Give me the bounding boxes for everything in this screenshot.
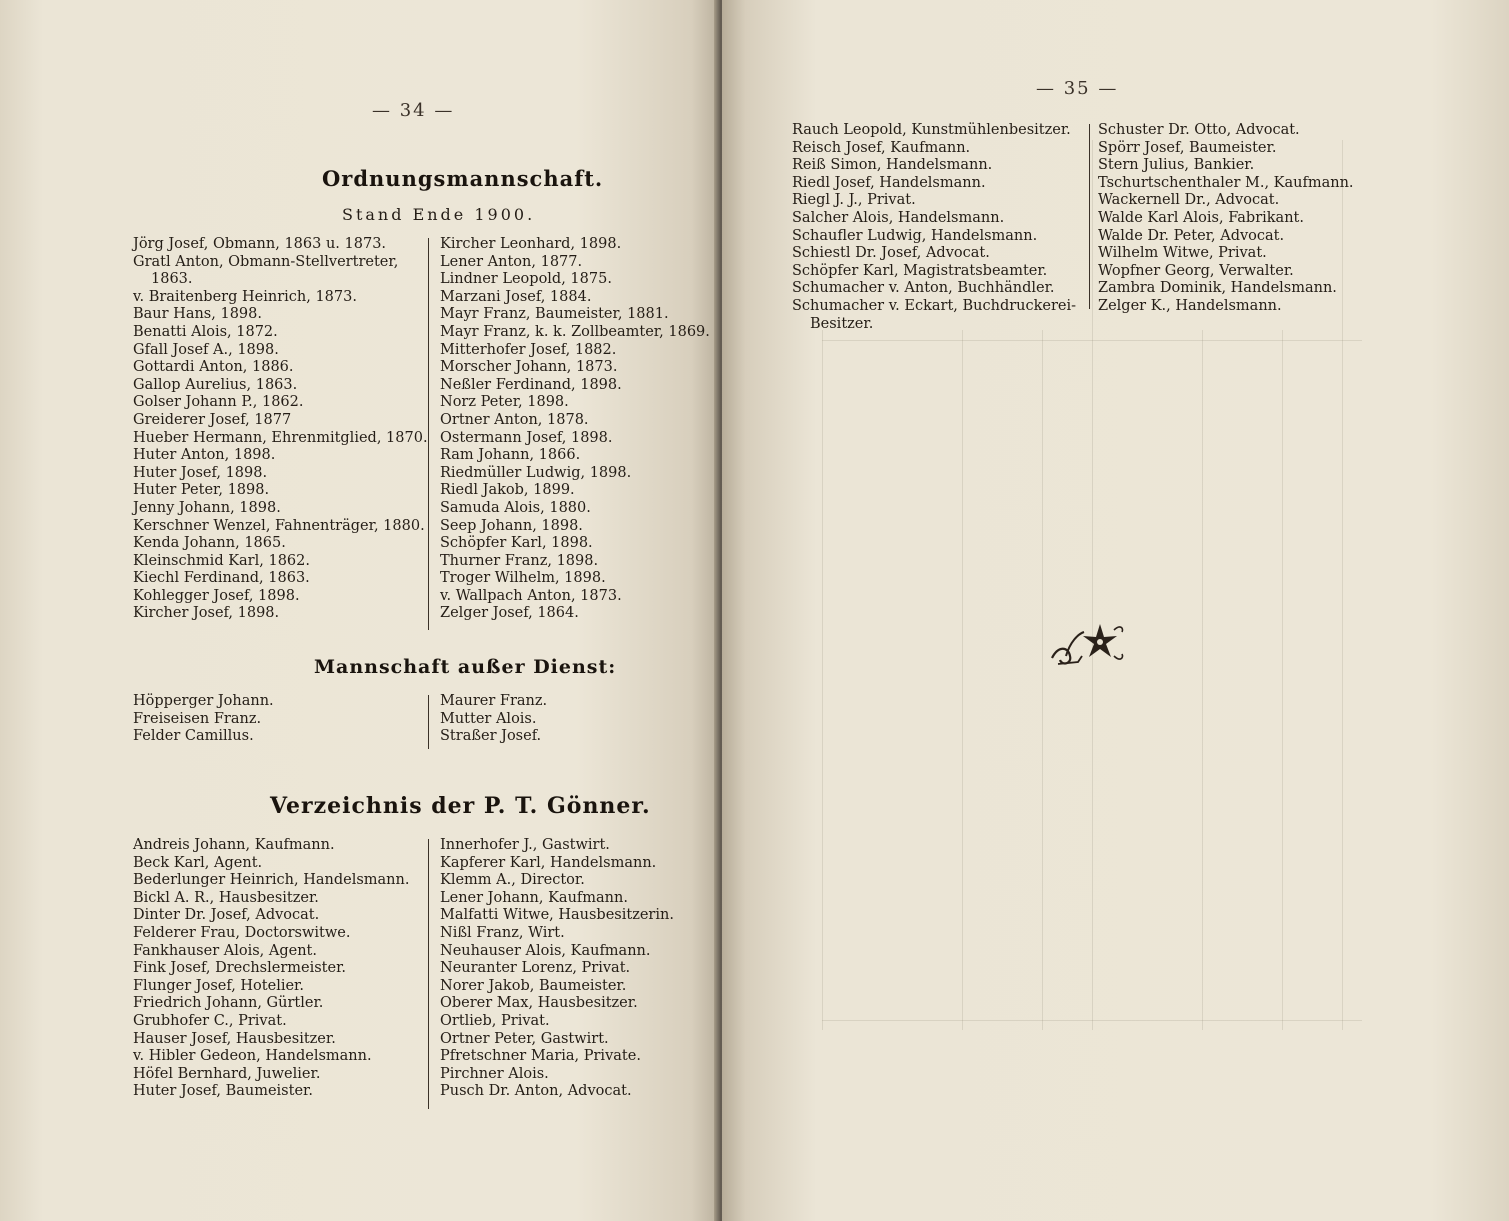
list-item: Huter Peter, 1898. <box>133 482 270 499</box>
title-ordnungsmannschaft: Ordnungsmannschaft. <box>322 166 604 191</box>
list-item: Ortner Peter, Gastwirt. <box>440 1030 609 1047</box>
column-divider <box>1089 124 1090 309</box>
list-item: Kircher Josef, 1898. <box>133 605 280 622</box>
list-item: Walde Karl Alois, Fabrikant. <box>1098 209 1304 226</box>
list-item: Spörr Josef, Baumeister. <box>1098 139 1277 156</box>
bleed-through-line <box>1202 330 1203 1030</box>
list-item: Lener Anton, 1877. <box>440 253 583 270</box>
list-item: Besitzer. <box>810 315 874 332</box>
list-item: Riegl J. J., Privat. <box>792 192 916 209</box>
list-item: Hauser Josef, Hausbesitzer. <box>133 1030 336 1047</box>
list-item: Walde Dr. Peter, Advocat. <box>1098 227 1285 244</box>
bleed-through-line <box>1092 140 1093 1030</box>
list-item: Mitterhofer Josef, 1882. <box>440 341 617 358</box>
list-item: Salcher Alois, Handelsmann. <box>792 209 1005 226</box>
list-item: Malfatti Witwe, Hausbesitzerin. <box>440 907 674 924</box>
list-item: Morscher Johann, 1873. <box>440 359 618 376</box>
list-item: Marzani Josef, 1884. <box>440 288 592 305</box>
list-item: Dinter Dr. Josef, Advocat. <box>133 907 320 924</box>
right-page <box>722 0 1509 1221</box>
list-item: Seep Johann, 1898. <box>440 517 583 534</box>
list-item: Höfel Bernhard, Juwelier. <box>133 1065 321 1082</box>
list-item: Ram Johann, 1866. <box>440 447 581 464</box>
list-item: Mutter Alois. <box>440 710 537 727</box>
list-item: v. Braitenberg Heinrich, 1873. <box>133 288 357 305</box>
list-item: Flunger Josef, Hotelier. <box>133 977 304 994</box>
list-item: Reiß Simon, Handelsmann. <box>792 157 993 174</box>
left-page <box>0 0 720 1221</box>
list-item: Kerschner Wenzel, Fahnenträger, 1880. <box>133 517 425 534</box>
list-item: Golser Johann P., 1862. <box>133 394 304 411</box>
column-divider <box>428 695 429 749</box>
list-item: Gallop Aurelius, 1863. <box>133 376 298 393</box>
list-item: Jenny Johann, 1898. <box>133 499 281 516</box>
list-item: Friedrich Johann, Gürtler. <box>133 995 324 1012</box>
list-item: Hueber Hermann, Ehrenmitglied, 1870. <box>133 429 428 446</box>
list-item: Greiderer Josef, 1877 <box>133 411 292 428</box>
list-item: Schöpfer Karl, 1898. <box>440 535 593 552</box>
list-item: Benatti Alois, 1872. <box>133 323 278 340</box>
bleed-through-line <box>822 1020 1362 1021</box>
list-item: Schumacher v. Eckart, Buchdruckerei- <box>792 297 1077 314</box>
list-item: Pusch Dr. Anton, Advocat. <box>440 1083 632 1100</box>
list-item: Straßer Josef. <box>440 728 542 745</box>
list-item: v. Wallpach Anton, 1873. <box>440 587 622 604</box>
subtitle-stand: Stand Ende 1900. <box>342 205 536 224</box>
list-item: Huter Josef, 1898. <box>133 464 268 481</box>
list-item: Kiechl Ferdinand, 1863. <box>133 570 310 587</box>
list-item: Lener Johann, Kaufmann. <box>440 889 628 906</box>
list-item: Schöpfer Karl, Magistratsbeamter. <box>792 262 1048 279</box>
ordnung-column-1 <box>133 236 428 623</box>
ausser-column-1 <box>133 693 274 746</box>
bleed-through-line <box>1042 330 1043 1030</box>
list-item: Maurer Franz. <box>440 693 548 709</box>
list-item: Tschurtschenthaler M., Kaufmann. <box>1098 174 1354 191</box>
list-item: Grubhofer C., Privat. <box>133 1012 287 1029</box>
list-item: Oberer Max, Hausbesitzer. <box>440 995 638 1012</box>
list-item: Freiseisen Franz. <box>133 710 262 727</box>
right-column-2 <box>1098 122 1354 316</box>
list-item: Zambra Dominik, Handelsmann. <box>1098 280 1337 297</box>
list-item: Klemm A., Director. <box>440 872 585 889</box>
list-item: Neuranter Lorenz, Privat. <box>440 960 631 977</box>
list-item: Fink Josef, Drechslermeister. <box>133 960 347 977</box>
ausser-column-2 <box>440 693 547 746</box>
list-item: Wilhelm Witwe, Privat. <box>1098 245 1267 262</box>
page-number-left: — 34 — <box>372 100 455 121</box>
list-item: Bederlunger Heinrich, Handelsmann. <box>133 872 410 889</box>
list-item: Ostermann Josef, 1898. <box>440 429 613 446</box>
list-item: v. Hibler Gedeon, Handelsmann. <box>133 1048 372 1065</box>
list-item: Schumacher v. Anton, Buchhändler. <box>792 280 1055 297</box>
list-item: 1863. <box>151 271 193 288</box>
floral-vignette-icon <box>1048 616 1128 672</box>
list-item: Riedl Josef, Handelsmann. <box>792 174 986 191</box>
list-item: Pfretschner Maria, Private. <box>440 1048 641 1065</box>
list-item: Reisch Josef, Kaufmann. <box>792 139 971 156</box>
list-item: Lindner Leopold, 1875. <box>440 271 612 288</box>
list-item: Samuda Alois, 1880. <box>440 499 591 516</box>
list-item: Kleinschmid Karl, 1862. <box>133 552 310 569</box>
title-ausser-dienst: Mannschaft außer Dienst: <box>314 656 617 678</box>
list-item: Norer Jakob, Baumeister. <box>440 977 627 994</box>
list-item: Norz Peter, 1898. <box>440 394 569 411</box>
list-item: Ortlieb, Privat. <box>440 1012 550 1029</box>
list-item: Beck Karl, Agent. <box>133 854 263 871</box>
bleed-through-line <box>1282 330 1283 1030</box>
list-item: Neßler Ferdinand, 1898. <box>440 376 622 393</box>
list-item: Schiestl Dr. Josef, Advocat. <box>792 245 990 262</box>
list-item: Fankhauser Alois, Agent. <box>133 942 317 959</box>
column-divider <box>428 839 429 1109</box>
list-item: Pirchner Alois. <box>440 1065 549 1082</box>
right-column-1 <box>792 122 1076 333</box>
list-item: Zelger Josef, 1864. <box>440 605 579 622</box>
list-item: Schuster Dr. Otto, Advocat. <box>1098 122 1300 138</box>
list-item: Gfall Josef A., 1898. <box>133 341 279 358</box>
goenner-column-2 <box>440 837 674 1101</box>
list-item: Kohlegger Josef, 1898. <box>133 587 300 604</box>
list-item: Mayr Franz, k. k. Zollbeamter, 1869. <box>440 323 710 340</box>
list-item: Ortner Anton, 1878. <box>440 411 589 428</box>
list-item: Andreis Johann, Kaufmann. <box>133 837 335 853</box>
list-item: Baur Hans, 1898. <box>133 306 262 323</box>
list-item: Huter Josef, Baumeister. <box>133 1083 313 1100</box>
bleed-through-line <box>822 340 1362 341</box>
bleed-through-line <box>822 330 823 1030</box>
ordnung-column-2 <box>440 236 710 623</box>
list-item: Riedmüller Ludwig, 1898. <box>440 464 632 481</box>
column-divider <box>428 238 429 630</box>
title-goenner: Verzeichnis der P. T. Gönner. <box>270 793 651 819</box>
list-item: Jörg Josef, Obmann, 1863 u. 1873. <box>133 236 387 252</box>
list-item: Zelger K., Handelsmann. <box>1098 297 1282 314</box>
list-item: Kenda Johann, 1865. <box>133 535 286 552</box>
list-item: Stern Julius, Bankier. <box>1098 157 1255 174</box>
list-item: Bickl A. R., Hausbesitzer. <box>133 889 319 906</box>
list-item: Mayr Franz, Baumeister, 1881. <box>440 306 669 323</box>
bleed-through-line <box>962 330 963 1030</box>
list-item: Schaufler Ludwig, Handelsmann. <box>792 227 1038 244</box>
goenner-column-1 <box>133 837 409 1101</box>
list-item: Kircher Leonhard, 1898. <box>440 236 622 252</box>
list-item: Felder Camillus. <box>133 728 254 745</box>
list-item: Thurner Franz, 1898. <box>440 552 599 569</box>
list-item: Gottardi Anton, 1886. <box>133 359 294 376</box>
list-item: Riedl Jakob, 1899. <box>440 482 575 499</box>
list-item: Rauch Leopold, Kunstmühlenbesitzer. <box>792 122 1071 138</box>
list-item: Innerhofer J., Gastwirt. <box>440 837 610 853</box>
list-item: Troger Wilhelm, 1898. <box>440 570 606 587</box>
list-item: Gratl Anton, Obmann-Stellvertreter, <box>133 253 399 270</box>
list-item: Huter Anton, 1898. <box>133 447 276 464</box>
list-item: Wackernell Dr., Advocat. <box>1098 192 1280 209</box>
page-number-right: — 35 — <box>1036 78 1119 99</box>
list-item: Kapferer Karl, Handelsmann. <box>440 854 657 871</box>
list-item: Nißl Franz, Wirt. <box>440 924 565 941</box>
list-item: Felderer Frau, Doctorswitwe. <box>133 924 351 941</box>
list-item: Höpperger Johann. <box>133 693 274 709</box>
list-item: Wopfner Georg, Verwalter. <box>1098 262 1294 279</box>
list-item: Neuhauser Alois, Kaufmann. <box>440 942 651 959</box>
